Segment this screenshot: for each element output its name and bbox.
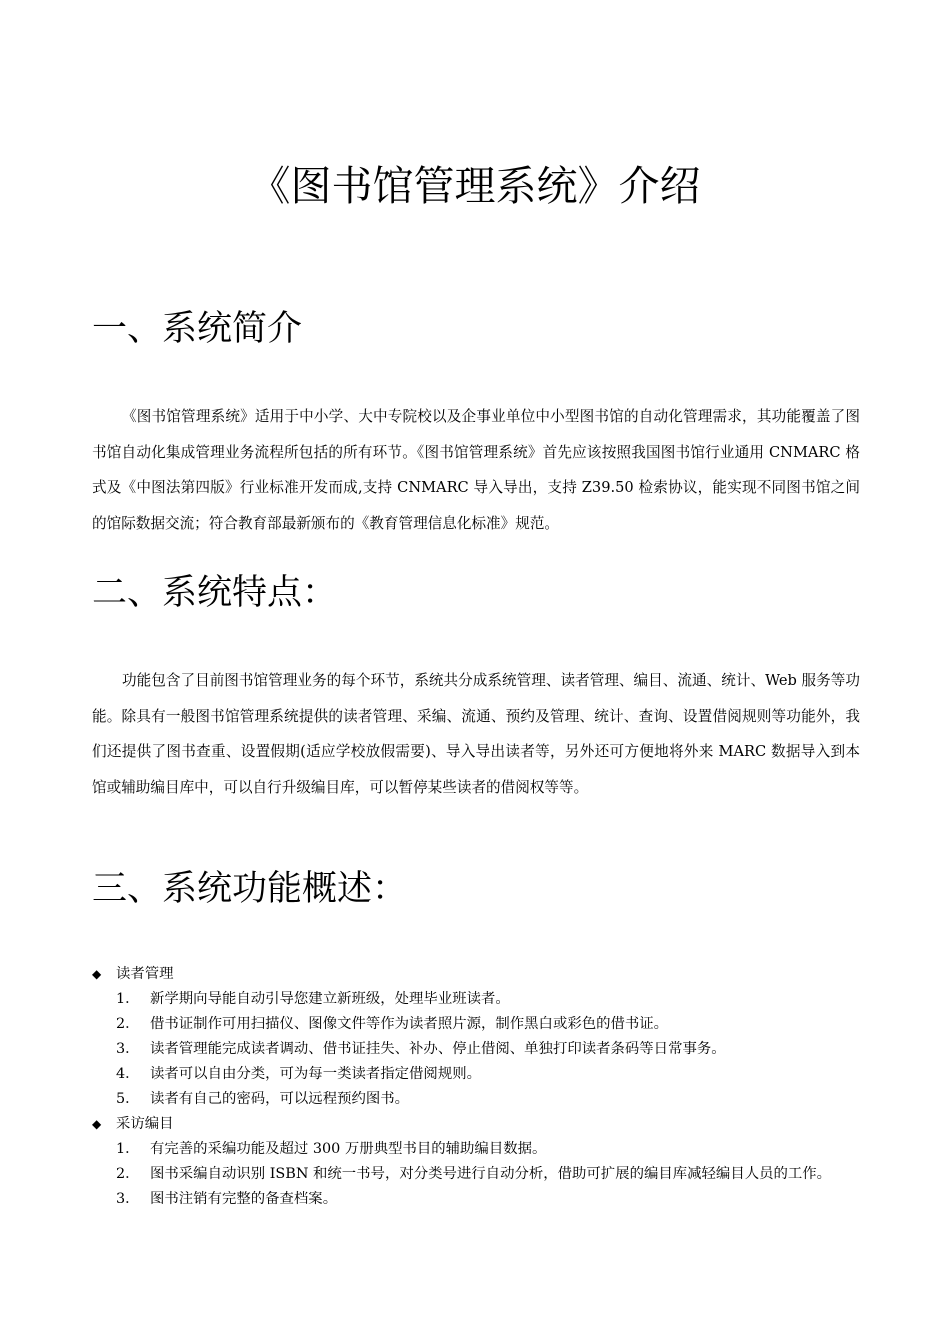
list-item xyxy=(92,1087,862,1112)
category-acquisition-cataloging xyxy=(92,1112,862,1137)
document-title: 《图书馆管理系统》介绍 xyxy=(249,162,701,210)
list-item xyxy=(92,1162,862,1187)
section-intro-paragraph: 《图书馆管理系统》适用于中小学、大中专院校以及企事业单位中小型图书馆的自动化管理需求，其功能覆盖了图书馆自动化集成管理业务流程所包括的所有环节。《图书馆管理系统》首先应该按照我国图书馆行业通用 CNMARC 格式及《中图法第四版》行业标准开发而成,支持 CNMARC 导入导出，支持 Z39.50 检索协议，能实现不同图书馆之间的馆际数据交流；符合教育部最新颁布的《教育管理信息化标准》规范。 xyxy=(92,408,860,532)
item-text: 有完善的采编功能及超过 300 万册典型书目的辅助编目数据。 xyxy=(150,1141,547,1157)
item-number: 2． xyxy=(116,1016,140,1032)
item-text: 读者可以自由分类，可为每一类读者指定借阅规则。 xyxy=(150,1066,481,1082)
item-number: 3． xyxy=(116,1041,140,1057)
item-text: 图书注销有完整的备查档案。 xyxy=(150,1191,338,1207)
item-text: 读者有自己的密码，可以远程预约图书。 xyxy=(150,1091,410,1107)
diamond-bullet-icon: ◆ xyxy=(92,1117,102,1131)
item-text: 借书证制作可用扫描仪、图像文件等作为读者照片源，制作黑白或彩色的借书证。 xyxy=(150,1016,669,1032)
item-number: 1． xyxy=(116,991,140,1007)
category-label: 采访编目 xyxy=(116,1116,174,1132)
list-item xyxy=(92,1062,862,1087)
category-label: 读者管理 xyxy=(116,966,174,982)
section-heading-overview: 三、系统功能概述： xyxy=(92,869,408,909)
item-number: 3． xyxy=(116,1191,140,1207)
category-reader-management xyxy=(92,962,862,987)
item-text: 新学期向导能自动引导您建立新班级，处理毕业班读者。 xyxy=(150,991,510,1007)
diamond-bullet-icon: ◆ xyxy=(92,967,102,981)
item-number: 4． xyxy=(116,1066,140,1082)
item-text: 图书采编自动识别 ISBN 和统一书号，对分类号进行自动分析，借助可扩展的编目库减轻编目人员的工作。 xyxy=(150,1166,832,1182)
list-item xyxy=(92,1187,862,1212)
section-features-paragraph: 功能包含了目前图书馆管理业务的每个环节，系统共分成系统管理、读者管理、编目、流通、统计、Web 服务等功能。除具有一般图书馆管理系统提供的读者管理、采编、流通、预约及管理、统计、查询、设置借阅规则等功能外，我们还提供了图书查重、设置假期(适应学校放假需要)、导入导出读者等，另外还可方便地将外来 MARC 数据导入到本馆或辅助编目库中，可以自行升级编目库，可以暂停某些读者的借阅权等等。 xyxy=(92,672,860,796)
list-item xyxy=(92,1012,862,1037)
item-text: 读者管理能完成读者调动、借书证挂失、补办、停止借阅、单独打印读者条码等日常事务。 xyxy=(150,1041,726,1057)
item-number: 1． xyxy=(116,1141,140,1157)
section-heading-intro: 一、系统简介 xyxy=(92,309,303,349)
item-number: 5． xyxy=(116,1091,140,1107)
section-heading-features: 二、系统特点： xyxy=(92,573,338,613)
list-item xyxy=(92,1037,862,1062)
list-item xyxy=(92,1137,862,1162)
item-number: 2． xyxy=(116,1166,140,1182)
feature-list xyxy=(92,962,862,1212)
list-item xyxy=(92,987,862,1012)
